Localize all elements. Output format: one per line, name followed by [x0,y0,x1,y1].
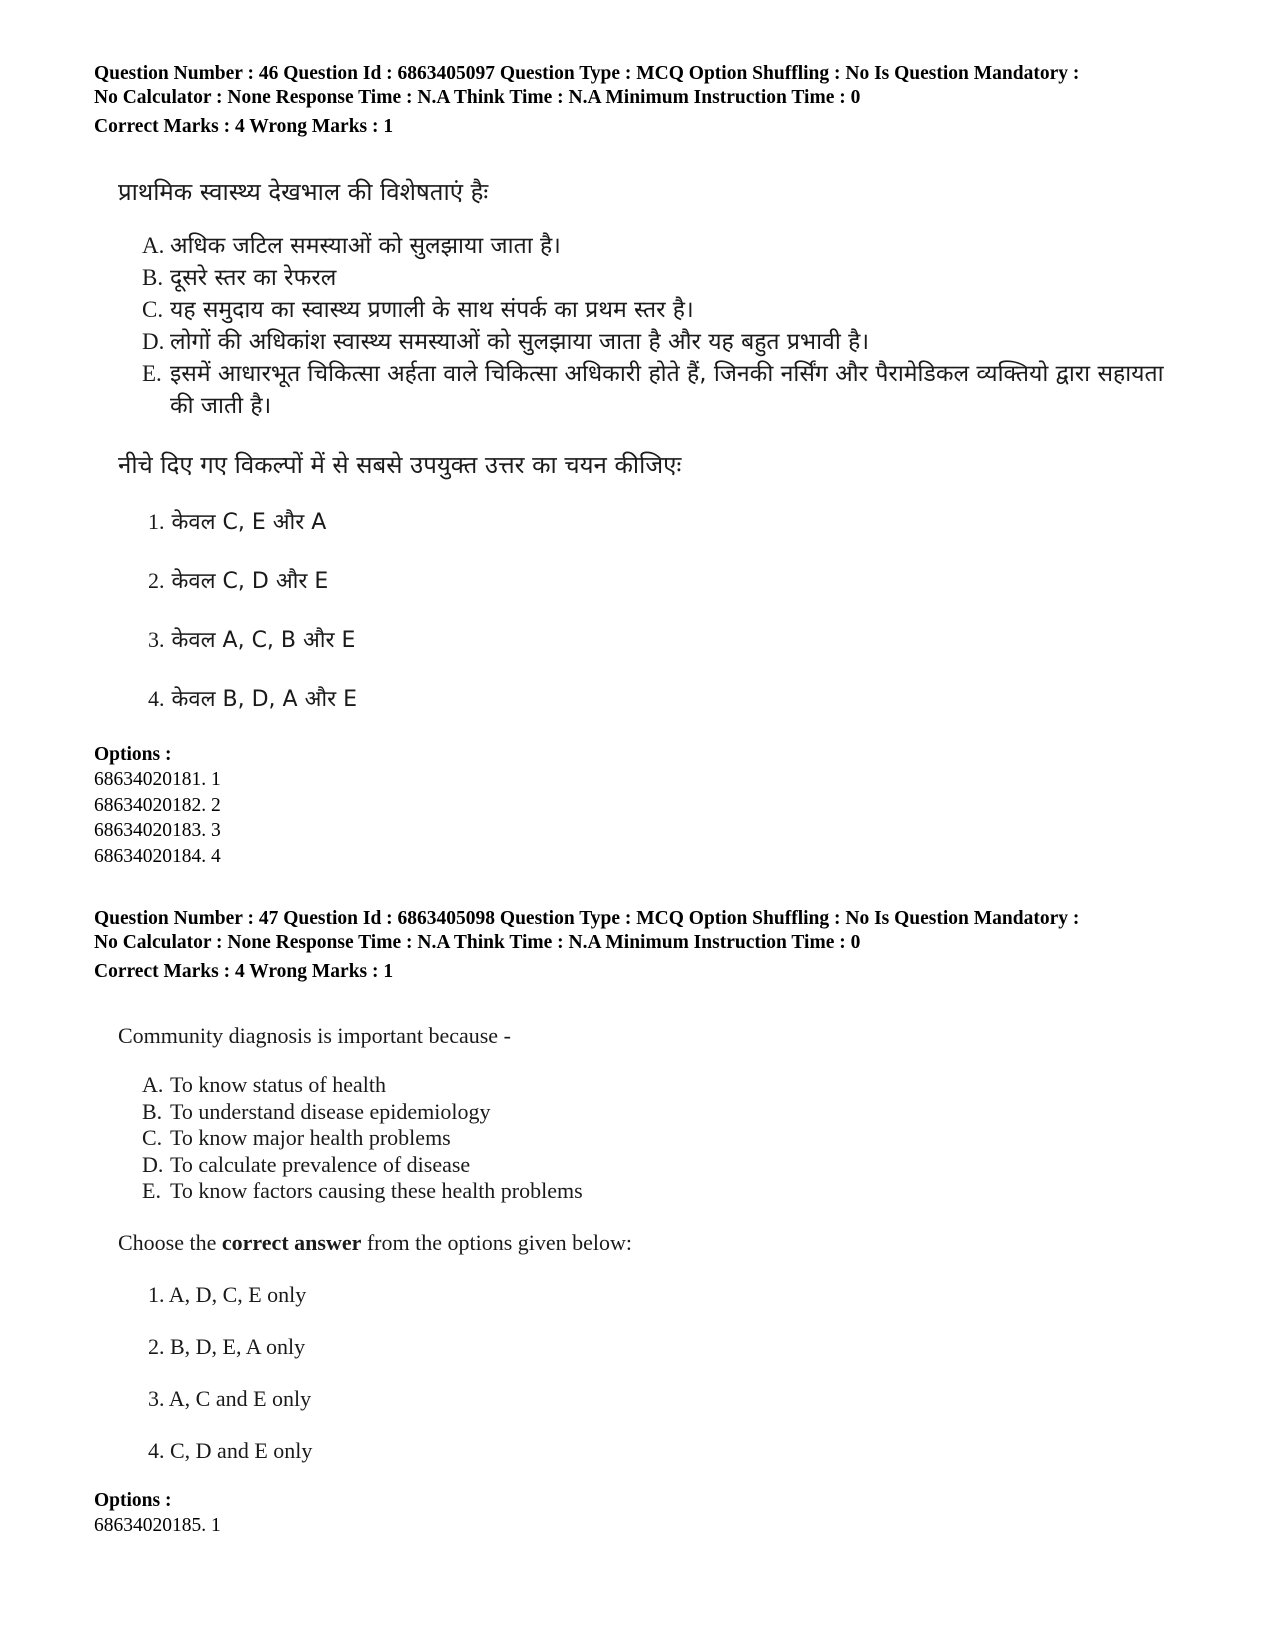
statement-label: D. [142,1151,164,1177]
answer-choice [148,684,1194,743]
answer-choice [148,1385,1194,1437]
choose-instruction [118,1229,1194,1257]
statement-item [142,1152,1194,1179]
statement-item [142,230,1194,262]
answer-choice [148,1437,1194,1489]
answer-choice-text: B, D, E, A only [170,1333,306,1359]
question-meta-line2: No Calculator : None Response Time : N.A Think Time : N.A Minimum Instruction Time : 0 [94,87,861,108]
choose-instruction-bold: correct answer [221,1229,362,1255]
answer-choice-text: केवल A, C, B और E [171,628,356,653]
choose-instruction-pre: Choose the [118,1229,222,1255]
statement-item [142,262,1194,294]
answer-choice-text: केवल B, D, A और E [171,687,357,712]
statement-label: D. [142,329,165,354]
statement-item [142,358,1194,422]
answer-choice-number: 2. [148,568,165,593]
question-body [118,177,1194,743]
answer-choice [148,507,1194,566]
statement-label: C. [142,297,164,322]
question-stem: Community diagnosis is important because - [118,1023,511,1048]
answer-choice [148,566,1194,625]
statement-item [142,326,1194,358]
answer-choice-list [148,507,1194,743]
options-label: Options : [94,744,172,765]
statement-item [142,1178,1194,1205]
statement-label: E. [142,1178,161,1203]
statement-text: To know factors causing these health problems [170,1178,583,1203]
answer-choice-text: केवल C, D और E [171,569,329,594]
statement-list [142,1072,1194,1205]
option-id-item: 68634020182. 2 [94,794,221,816]
option-id-item: 68634020184. 4 [94,845,221,867]
statement-label: B. [142,265,164,290]
question-marks: Correct Marks : 4 Wrong Marks : 1 [94,116,394,137]
question-46 [94,62,1194,869]
choose-instruction-post: from the options given below: [361,1229,633,1255]
answer-choice [148,1333,1194,1385]
question-meta-line1: Question Number : 47 Question Id : 6863405098 Question Type : MCQ Option Shuffling : No Is Question Mandatory : [94,908,1080,929]
statement-label: A. [142,233,165,258]
option-id-list [94,1513,1194,1539]
option-id-item: 68634020185. 1 [94,1514,221,1536]
answer-choice-text: A, D, C, E only [168,1281,307,1307]
statement-text: To know major health problems [170,1125,451,1150]
question-body [118,1022,1194,1489]
question-marks: Correct Marks : 4 Wrong Marks : 1 [94,961,394,982]
statement-item [142,1125,1194,1152]
options-label: Options : [94,1489,172,1511]
answer-choice-text: A, C and E only [168,1385,312,1411]
answer-choice [148,625,1194,684]
answer-choice-text: C, D and E only [170,1437,313,1463]
answer-choice-number: 3. [148,627,165,652]
statement-list [142,230,1194,422]
option-id-list [94,767,1194,869]
statement-text: To understand disease epidemiology [170,1098,491,1124]
question-meta-line2: No Calculator : None Response Time : N.A Think Time : N.A Minimum Instruction Time : 0 [94,932,861,953]
answer-choice-number: 3. [148,1385,165,1411]
statement-label: E. [142,361,162,386]
statement-label: B. [142,1098,163,1124]
answer-choice-number: 4. [148,1437,165,1463]
statement-text: To know status of health [170,1072,386,1097]
question-meta [94,907,1194,955]
answer-choice-number: 2. [148,1333,165,1359]
option-id-item: 68634020183. 3 [94,820,221,841]
statement-text: इसमें आधारभूत चिकित्सा अर्हता वाले चिकित्सा अधिकारी होते हैं, जिनकी नर्सिंग और पैरामेडिकल व्यक्तियो द्वारा सहायता की जाती है। [170,361,1164,419]
question-stem: प्राथमिक स्वास्थ्य देखभाल की विशेषताएं हैः [118,178,489,206]
choose-instruction: नीचे दिए गए विकल्पों में से सबसे उपयुक्त उत्तर का चयन कीजिएः [118,451,682,479]
statement-text: दूसरे स्तर का रेफरल [170,265,337,291]
statement-text: यह समुदाय का स्वास्थ्य प्रणाली के साथ संपर्क का प्रथम स्तर है। [170,297,694,323]
answer-choice [148,1281,1194,1333]
statement-text: To calculate prevalence of disease [170,1151,471,1177]
document-page [94,62,1194,1538]
answer-choice-text: केवल C, E और A [171,510,327,535]
question-meta [94,62,1194,110]
answer-choice-number: 1. [148,509,165,534]
statement-label: C. [142,1125,163,1150]
statement-item [142,1072,1194,1099]
statement-item [142,1099,1194,1126]
answer-choice-number: 4. [148,686,165,711]
answer-choice-number: 1. [148,1281,165,1307]
statement-text: लोगों की अधिकांश स्वास्थ्य समस्याओं को सुलझाया जाता है और यह बहुत प्रभावी है। [170,329,870,355]
option-id-item: 68634020181. 1 [94,769,221,790]
statement-item [142,294,1194,326]
statement-text: अधिक जटिल समस्याओं को सुलझाया जाता है। [170,233,561,259]
statement-label: A. [142,1072,164,1097]
question-47 [94,907,1194,1538]
question-meta-line1: Question Number : 46 Question Id : 6863405097 Question Type : MCQ Option Shuffling : No Is Question Mandatory : [94,63,1080,84]
answer-choice-list [148,1281,1194,1489]
